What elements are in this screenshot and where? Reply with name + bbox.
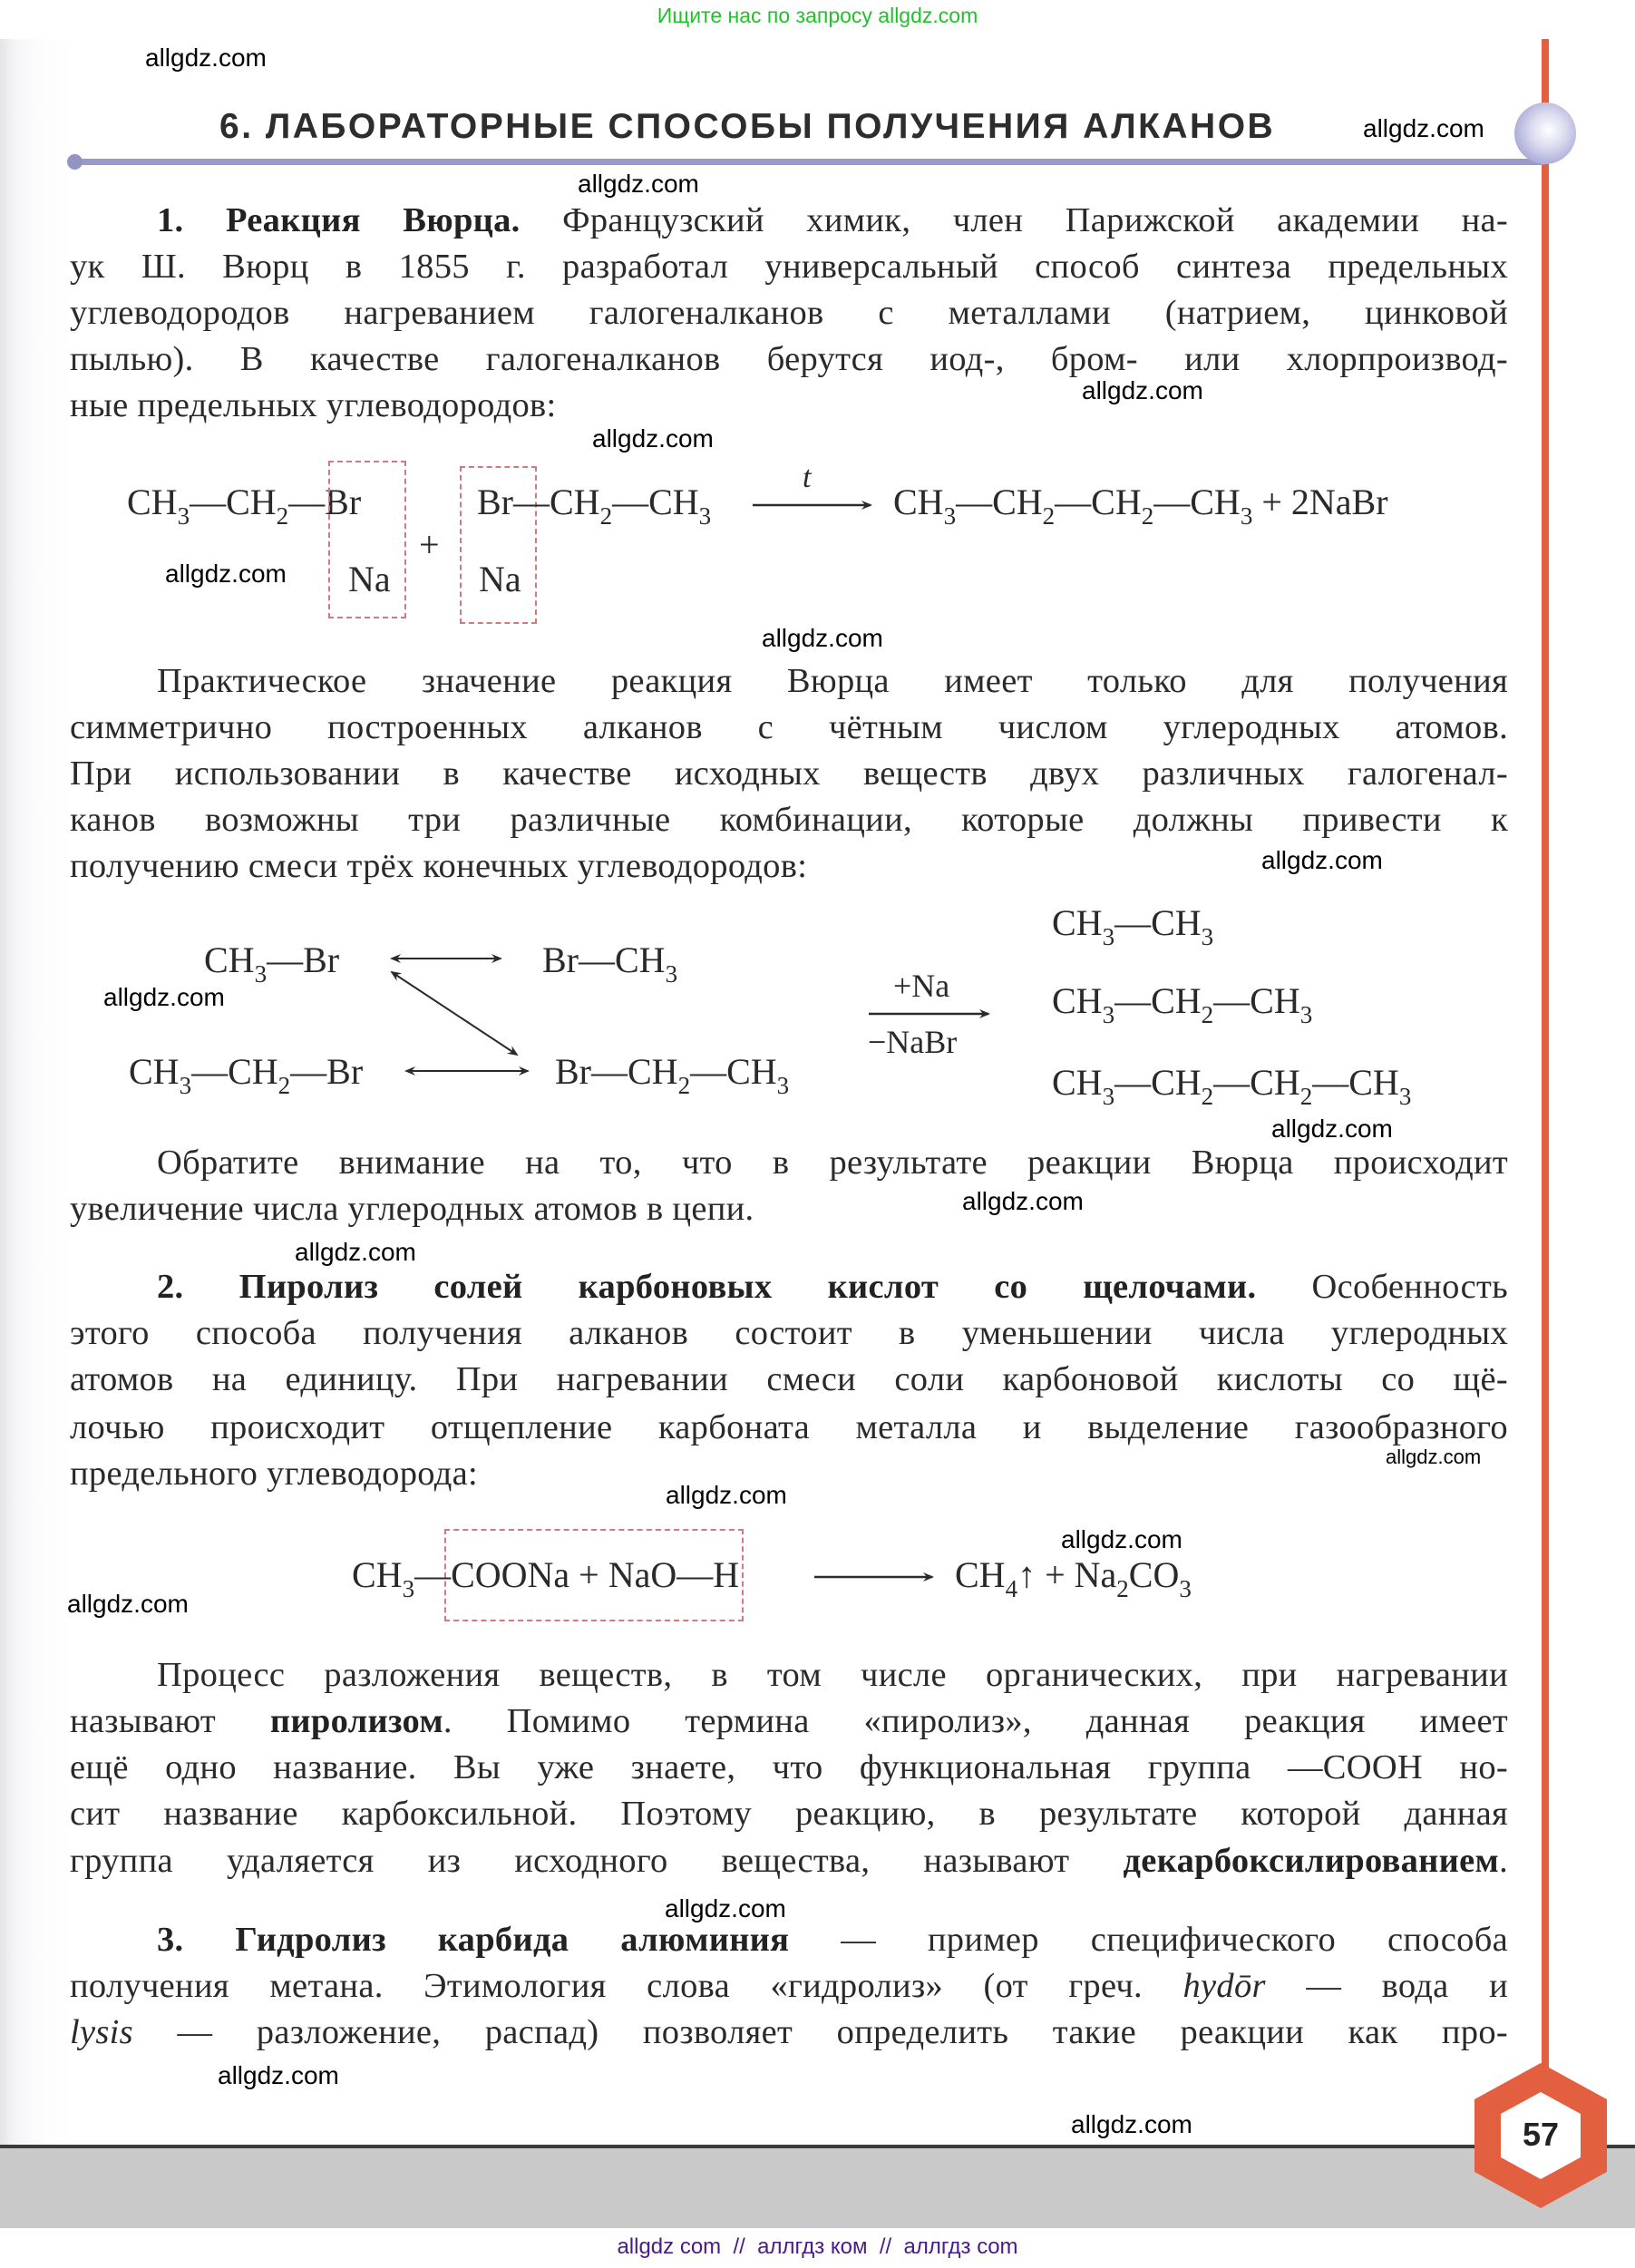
- scheme-double-arrow-diagonal: [392, 972, 517, 1055]
- top-ad-text[interactable]: Ищите нас по запросу allgdz.com: [657, 4, 978, 27]
- page-number: 57: [1522, 2116, 1560, 2153]
- section2-line-3: атомов на единицу. При нагревании смеси соли карбоновой кислоты со щё-: [70, 1360, 1508, 1398]
- pyrolysis-para-line-4: сит название карбоксильной. Поэтому реакцию, в результате которой данная: [70, 1795, 1508, 1833]
- page-title: 6. ЛАБОРАТОРНЫЕ СПОСОБЫ ПОЛУЧЕНИЯ АЛКАНОВ: [219, 107, 1276, 146]
- pyrolysis-para-line-3: ещё одно название. Вы уже знаете, что функциональная группа —COOH но-: [70, 1748, 1508, 1786]
- section3-line-1: 3. Гидролиз карбида алюминия — пример специфического способа: [157, 1921, 1508, 1959]
- section3-line-2: получения метана. Этимология слова «гидролиз» (от греч. hydōr — вода и: [70, 1967, 1508, 2005]
- section2-line-5: предельного углеводорода:: [70, 1455, 478, 1493]
- watermark: allgdz.com: [218, 2061, 339, 2089]
- scheme-left-bottom: $CH_3—CH_2—Br$: [129, 1051, 364, 1099]
- wurtz-condition: t: [803, 461, 812, 494]
- section1-line-2: ук Ш. Вюрц в 1855 г. разработал универсальный способ синтеза предельных: [70, 248, 1508, 286]
- scheme-right-top: $Br—CH_3$: [542, 939, 678, 988]
- watermark: allgdz.com: [1363, 114, 1484, 142]
- scheme-reagent-below: −NaBr: [868, 1024, 958, 1060]
- para3-line-1: Обратите внимание на то, что в результате реакции Вюрца происходит: [157, 1144, 1508, 1182]
- term-decarboxylation: декарбоксилированием: [1123, 1842, 1500, 1880]
- section1-line-3: углеводородов нагреванием галогеналканов с металлами (натрием, цинковой: [70, 294, 1508, 332]
- wurtz-reactant-2: $Br—CH_2—CH_3$: [477, 482, 712, 530]
- pyrolysis-para-line-5: группа удаляется из исходного вещества, называют декарбоксилированием.: [70, 1842, 1508, 1880]
- watermark: allgdz.com: [1061, 1525, 1182, 1553]
- section1-line-5: ные предельных углеводородов:: [70, 386, 557, 424]
- para2-line-5: получению смеси трёх конечных углеводородов:: [70, 847, 808, 885]
- watermark: allgdz.com: [1261, 846, 1383, 874]
- section1-heading: 1. Реакция Вюрца.: [157, 201, 521, 239]
- term-pyrolysis: пиролизом: [269, 1702, 443, 1740]
- watermark: allgdz.com: [103, 983, 225, 1011]
- wurtz-na-2: Na: [479, 559, 521, 599]
- scheme-left-top: $CH_3—Br$: [204, 939, 340, 988]
- scheme-product-3: $CH_3—CH_2—CH_2—CH_3$: [1052, 1062, 1412, 1110]
- section1-line-1: 1. Реакция Вюрца. Французский химик, член Парижской академии на-: [157, 201, 1508, 239]
- watermark: allgdz.com: [962, 1187, 1084, 1215]
- section2-heading: 2. Пиролиз солей карбоновых кислот со щелочами.: [157, 1268, 1257, 1306]
- watermark: allgdz.com: [1071, 2110, 1192, 2138]
- watermark: allgdz.com: [592, 424, 714, 453]
- section1-line-4: пылью). В качестве галогеналканов берутся иод-, бром- или хлорпроизвод-: [70, 340, 1508, 378]
- watermark: allgdz.com: [665, 1894, 786, 1922]
- wurtz-plus: +: [419, 524, 440, 565]
- watermark: allgdz.com: [1386, 1445, 1482, 1468]
- scheme-right-bottom: $Br—CH_2—CH_3$: [555, 1051, 790, 1099]
- watermark: allgdz.com: [1271, 1115, 1393, 1143]
- pyrolysis-para-line-1: Процесс разложения веществ, в том числе органических, при нагревании: [157, 1656, 1508, 1694]
- scheme-reagent-above: +Na: [893, 968, 950, 1004]
- pyrolysis-reactants: $CH_3—COONa$ + NaO—H: [352, 1554, 740, 1602]
- para2-line-3: При использовании в качестве исходных веществ двух различных галогенал-: [70, 754, 1508, 793]
- scheme-product-1: $CH_3—CH_3$: [1052, 902, 1214, 950]
- bottom-gray-band: [0, 2145, 1635, 2228]
- watermark: allgdz.com: [295, 1238, 416, 1266]
- wurtz-na-1: Na: [348, 559, 391, 599]
- wurtz-reactant-1: $CH_3—CH_2—Br$: [127, 482, 362, 530]
- watermark: allgdz.com: [1082, 376, 1203, 404]
- section3-heading: 3. Гидролиз карбида алюминия: [157, 1921, 790, 1959]
- pyrolysis-products: $CH_4↑ + Na_2CO_3$: [955, 1554, 1192, 1602]
- para2-line-1: Практическое значение реакция Вюрца имеет только для получения: [157, 662, 1508, 700]
- para2-line-4: канов возможны три различные комбинации, которые должны привести к: [70, 801, 1508, 839]
- pyrolysis-para-line-2: называют пиролизом. Помимо термина «пиролиз», данная реакция имеет: [70, 1702, 1508, 1740]
- footer-links[interactable]: allgdz com // аллгдз ком // аллгдз com: [617, 2234, 1018, 2259]
- watermark: allgdz.com: [165, 560, 287, 588]
- watermark: allgdz.com: [666, 1481, 787, 1509]
- section2-line-2: этого способа получения алканов состоит в уменьшении числа углеродных: [70, 1314, 1508, 1352]
- watermark: allgdz.com: [762, 624, 883, 652]
- wurtz-product: $CH_3—CH_2—CH_2—CH_3$ + 2NaBr: [893, 482, 1388, 530]
- para2-line-2: симметрично построенных алканов с чётным числом углеродных атомов.: [70, 708, 1508, 746]
- section2-line-1: 2. Пиролиз солей карбоновых кислот со щелочами. Особенность: [157, 1268, 1508, 1306]
- watermark: allgdz.com: [578, 170, 699, 198]
- section3-line-3: lysis — разложение, распад) позволяет определить такие реакции как про-: [70, 2013, 1508, 2051]
- para3-line-2: увеличение числа углеродных атомов в цепи.: [70, 1190, 754, 1228]
- watermark: allgdz.com: [67, 1590, 189, 1618]
- section2-line-4: лочью происходит отщепление карбоната металла и выделение газообразного: [70, 1408, 1508, 1446]
- watermark: allgdz.com: [145, 44, 267, 72]
- scheme-product-2: $CH_3—CH_2—CH_3$: [1052, 980, 1313, 1028]
